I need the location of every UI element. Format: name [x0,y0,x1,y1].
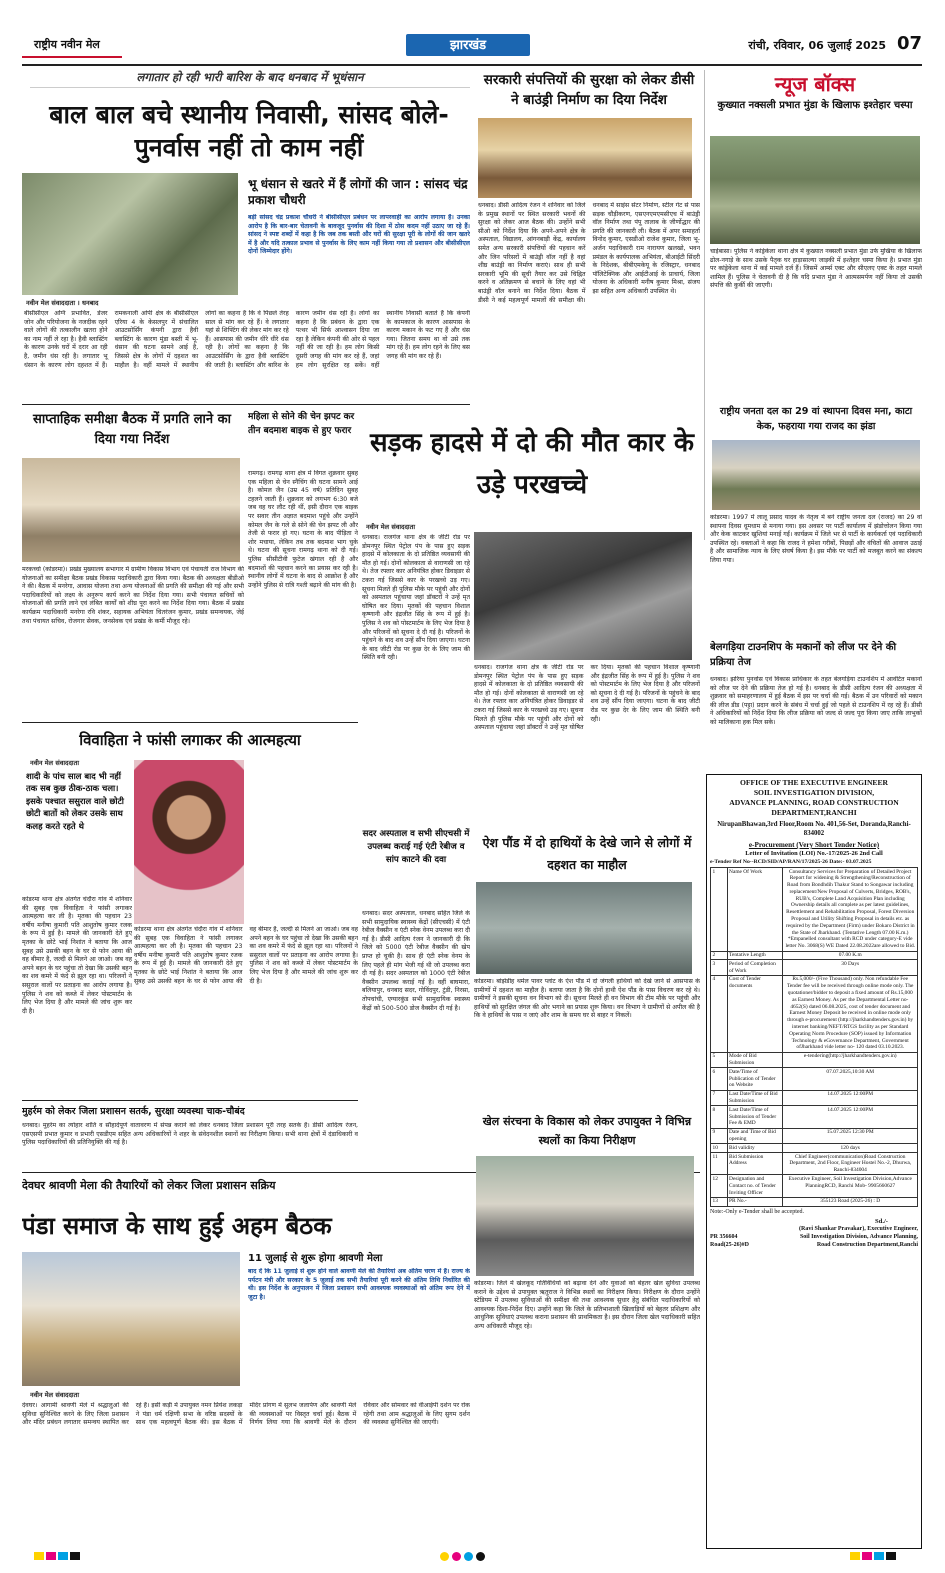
swatch-cyan [874,1552,884,1560]
tender-row-no: 5 [711,1052,728,1068]
tender-row [711,1068,918,1090]
story8-headline: ऐश पौंड में दो हाथियों के देखे जाने से लोगों में दहशत का माहौल [482,835,692,872]
tender-row-no: 4 [711,975,728,1052]
story10-headline: पंडा समाज के साथ हुई अहम बैठक [22,1212,332,1240]
tender-row-no: 9 [711,1128,728,1144]
tender-row-no: 7 [711,1090,728,1106]
tender-row-label: Mode of Bid Submission [727,1052,783,1068]
story10-body: देवघर। आगामी श्रावणी मेले में श्रद्धालुओं की सुविधा सुनिश्चित करने के लिए जिला प्रशासन और मंदिर प्रबंधन लगातार समन्वय स्थापित कर रहे हैं। इसी कड़ी में उपायुक्त नमन प्रियेश लकड़ा ने पंडा धर्म रक्षिणी सभा के वरिष्ठ सदस्यों के साथ एक महत्वपूर्ण बैठक की। इस बैठक में मंदिर प्रांगण में सुलभ जलार्पण और श्रावणी मेले की व्यवस्थाओं पर विस्तृत चर्चा हुई। बैठक में निर्णय लिया गया कि श्रावणी मेले के दौरान रविवार और सोमवार को वीआईपी दर्शन पर रोक रहेगी तथा आम श्रद्धालुओं के लिए सुगम दर्शन की व्यवस्था सुनिश्चित की जाएगी। [22,1402,470,1427]
story10-subhead: 11 जुलाई से शुरू होगा श्रावणी मेला [248,1253,383,1264]
section-tab [406,34,530,56]
color-marks-right [850,1552,910,1562]
story4-headline: महिला से सोने की चेन झपट कर तीन बदमाश बाइक से हुए फरार [248,412,355,436]
swatch-black [476,1552,485,1561]
story10-photo [22,1252,240,1386]
story1-byline: नवीन मेल संवाददाता । धनबाद [26,299,99,307]
tender-sd: Sd./- [874,1217,888,1225]
story1-photo [22,173,238,295]
tender-row-value: 355123 Road (2025-26) : D [783,1197,918,1206]
swatch-yellow [440,1552,449,1561]
tender-row [711,960,918,976]
tender-org: OFFICE OF THE EXECUTIVE ENGINEER SOIL INVESTIGATION DIVISION, ADVANCE PLANNING, ROAD CONSTRUCTION DEPARTMENT,RANCHI [729,778,899,817]
tender-row-no: 6 [711,1068,728,1090]
tender-row-label: Period of Completion of Work [727,960,783,976]
tender-row-value: 14.07.2025 12:00PM [783,1090,918,1106]
tender-row-label: PR No.- [727,1197,783,1206]
story3-photo [22,458,240,562]
tender-row-no: 12 [711,1175,728,1197]
news-box-body: चाईबासा। पुलिस ने कांड्रेकेला थाना क्षेत्र में कुख्यात नक्सली प्रभात मुंडा उर्फ मुखिया के खिलाफ ढोल-नगाड़े के साथ उसके पैतृक घर हाड़ासाल्या जाड़की में इश्तेहार चस्पा किया है। प्रभात मुंडा पर कांड्रेकेला थाना में कई मामले दर्ज हैं। जिसमें आर्म्स एक्ट और सीएलए एक्ट के तहत मामले शामिल हैं। पुलिस ने चेतावनी दी है कि यदि प्रभात मुंडा ने आत्मसमर्पण नहीं किया तो उसकी संपत्ति की कुर्की की जाएगी। [710,248,922,290]
news-box-title: न्यूज बॉक्स [774,72,856,96]
tender-row-value: Executive Engineer, Soil Investigation Division,Advance PlanningRCD, Ranchi Mob- 9905660627 [783,1175,918,1197]
tender-row-value: Rs.5,000/- (Five Thousand) only. Non refundable Fee Tender fee will be received through online mode only. The quotationer/bidder to deposit a fixed amount of Rs.15,000 as Earnest Money. As per the Departmental Letter no-4652(S) dated 06.08.2025, cost of tender document and Earnest Money Deposit be received in online mode only through e-procurement (http://jharkhandtenders.gov.in) by internet banking/NEFT/RTGS facility as per Standard Operating Norm Procedure (SOP) issued by Information Technology & eGovernance Department, Government ofJharkhand vide letter no- 120 dated 03.10.2023. [783,975,918,1052]
tender-row-label: Designation and Contact no. of Tender Inviting Officer [727,1175,783,1197]
story2-photo [478,118,692,198]
tender-row-no: 3 [711,960,728,976]
tender-row-value: e-tendering(http://jharkhandtenders.gov.in) [783,1052,918,1068]
tender-row [711,1106,918,1128]
tender-row [711,1090,918,1106]
story13-headline: खेल संरचना के विकास को लेकर उपायुक्त ने विभिन्न स्थलों का किया निरीक्षण [482,1115,692,1147]
tender-pr: PR 356604 Road(25-26)#D [710,1233,749,1248]
story13-body: कोडरमा। जिले में खेलकूद गतिविधियों को बढ़ावा देने और युवाओं को बेहतर खेल सुविधा उपलब्ध कराने के उद्देश्य से उपायुक्त ऋतुराज ने विभिन्न स्थलों का निरीक्षण किया। निरीक्षण के दौरान उन्होंने स्टेडियम में उपलब्ध सुविधाओं की समीक्षा की तथा आवश्यक सुधार हेतु संबंधित पदाधिकारियों को आवश्यक दिशा-निर्देश दिए। उन्होंने कहा कि जिले के प्रतिभाशाली खिलाड़ियों को बेहतर प्रशिक्षण और आधुनिक सुविधाएं उपलब्ध कराना प्रशासन की प्राथमिकता है। इस दौरान जिला खेल पदाधिकारी सहित अन्य अधिकारी मौजूद रहे। [474,1280,700,1330]
tender-address: NirupanBhawan,3rd Floor,Room No. 401,56-Set, Doranda,Ranchi-834002 [717,821,911,837]
story11-photo [712,440,920,510]
story13-photo [476,1156,694,1276]
color-marks [440,1552,510,1564]
tender-row [711,868,918,952]
tender-row [711,1197,918,1206]
paper-logo [22,32,122,58]
tender-row-value: 07.07.2025,10:30 AM [783,1068,918,1090]
tender-row-label: Date and Time of Bid opening [727,1128,783,1144]
tender-row-value: 30 Days [783,960,918,976]
tender-row [711,1175,918,1197]
tender-row-value: Consultancy Services for Preparation of Detailed Project Report for widening & Strengthening/Reconstruction of Road from Bondhdih Thakur Stand to Songawar including replacement/New Proposal of Culverts, Bridges, ROB's, RUB's, Complete Land Acquisition Plan including Ownership details all complete as per latest guidelines, Resettlement and Rehabilitation Proposal, Forest Diversion Proposal and Utility Shifting Proposal in details etc. as required by the Department (Firm) under Bokaro District in the State of Jharkhand. (Tentative Length 07.00 K.m.) *Empanelled consultant with RCD under category-E vide letter No. 3068(S) WE Dated 22.08.2022are allowed to Bid. [783,868,918,952]
tender-row-value: Chief Engineer(communication)Road Construction Department, 2nd Floor, Engineer Hostel No.-2, Dhurwa, Ranchi-834004 [783,1153,918,1175]
story3-body: मरकच्चो (कोडरमा)। प्रखंड मुख्यालय सभागार में ग्रामीण विकास विभाग एवं पंचायती राज विभाग की योजनाओं का समीक्षा बैठक प्रखंड विकास पदाधिकारी द्वारा किया गया। बैठक की अध्यक्षता बीडीओ ने की। बैठक में मनरेगा, आवास योजना तथा अन्य योजनाओं की प्रगति की समीक्षा की गई और सभी पदाधिकारियों को लक्ष्य के अनुरूप कार्य करने का निर्देश दिया गया। सभी पंचायत सचिवों को योजनाओं की प्रगति लाने एवं लंबित कार्यों को शीघ्र पूरा करने का निर्देश दिया गया। बैठक में प्रखंड कार्यक्रम पदाधिकारी मनरेगा रवि शंकर, सहायक अभियंता चितरंजन कुमार, प्रखंड समन्वयक, जेई तथा पंचायत सचिव, रोजगार सेवक, जनसेवक एवं प्रखंड के कर्मी मौजूद रहे। [22,566,244,625]
tender-row [711,1144,918,1153]
city-date: रांची, रविवार, 06 जुलाई 2025 [748,39,886,52]
story1-subhead: भू धंसान से खतरे में हैं लोगों की जान : सांसद चंद्र प्रकाश चौधरी [248,177,468,207]
story10-intro: बाद दें कि 11 जुलाई से शुरू होने वाले श्रावणी मेले की तैयारियां अब अंतिम चरण में हैं। राज्य के पर्यटन मंत्री और सरकार के 5 जुलाई तक सभी तैयारियां पूरी करने की अंतिम तिथि निर्धारित की थी। इस निर्देश के अनुपालन में जिला प्रशासन सभी आवश्यक व्यवस्थाओं को अंतिम रूप देने में जुटा है। [248,1268,470,1301]
story5-byline: नवीन मेल संवाददाता [366,523,415,531]
story1-intro: बड़ी सांसद चंद्र प्रकाश चौधरी ने बीसीसीएल प्रबंधन पर लापरवाही का आरोप लगाया है। उनका आरोप है कि बार-बार चेतावनी के बावजूद पुनर्वास की दिशा में ठोस कदम नहीं उठाए जा रहे हैं। सांसद ने स्पष्ट शब्दों में कहा है कि जब तक बस्ती और घरों की सुरक्षा पूरी के लोगों की जान खतरे में है और यदि तत्काल प्रभाव से पुनर्वास के लिए काम नहीं किया गया तो प्रशासन और बीसीसीएल दोनों जिम्मेदार होंगे। [248,214,470,256]
story2-headline: सरकारी संपत्तियों की सुरक्षा को लेकर डीसी ने बाउंड्री निर्माण का दिया निर्देश [483,72,695,108]
tender-row-no: 8 [711,1106,728,1128]
tender-row-label: Bid Submission Address [727,1153,783,1175]
page-number: 07 [896,33,922,54]
story9-body: धनबाद। मुहर्रम का त्योहार शांति व सौहार्दपूर्ण वातावरण में संपन्न कराने को लेकर धनबाद जिला प्रशासन पूरी तरह सतर्क है। डीसी आदित्य रंजन, एसएसपी प्रभात कुमार व प्रभारी एसडीएम सहित अन्य अधिकारियों ने शहर के संवेदनशील स्थानों का निरीक्षण किया। सभी थाना क्षेत्रों में दंडाधिकारी व पुलिस पदाधिकारियों की प्रतिनियुक्ति की गई है। [22,1122,358,1147]
story11-headline: राष्ट्रीय जनता दल का 29 वां स्थापना दिवस मना, काटा केक, फहराया गया राजद का झंडा [719,406,913,432]
swatch-cyan [464,1552,473,1561]
tender-ref: e-Tender Ref No--RCD/SID/AP/RAN/17/2025-26 Date:- 03.07.2025 [710,859,872,865]
story6-pullquote: शादी के पांच साल बाद भी नहीं तक सब कुछ ठीक-ठाक चला। इसके पश्चात ससुराल वाले छोटी छोटी बातों को लेकर उसके साथ कलह करते रहते थे [26,771,124,831]
news-box-headline: कुख्यात नक्सली प्रभात मुंडा के खिलाफ इश्तेहार चस्पा [717,100,913,111]
story9-headline: मुहर्रम को लेकर जिला प्रशासन सतर्क, सुरक्षा व्यवस्था चाक-चौबंद [22,1106,245,1117]
tender-row-label: Cost of Tender documents [727,975,783,1052]
tender-row-label: Bid validity [727,1144,783,1153]
swatch-magenta [46,1552,56,1560]
tender-row-value: 120 days [783,1144,918,1153]
story1-kicker: लगातार हो रही भारी बारिश के बाद धनबाद में भूधंसान [30,70,470,88]
story5-headline: सड़क हादसे में दो की मौत कार के उड़े परखच्चे [370,428,694,500]
story8-photo [476,882,692,974]
tender-row-label: Name Of Work [727,868,783,952]
story2-body: धनबाद। डीसी आदित्य रंजन ने शनिवार को जिले के प्रमुख स्थानों पर स्थित सरकारी भवनों की सुरक्षा को लेकर आज बैठक की। उन्होंने सभी सीओ को निर्देश दिया कि अपने-अपने क्षेत्र के अस्पताल, विद्यालय, आंगनबाड़ी केंद्र, कार्यालय समेत अन्य सरकारी संपत्तियों की पहचान करें और जिन परिसरों में बाउंड्री वॉल नहीं है वहां शीघ्र बाउंड्री का निर्माण कराएं। साथ ही सभी सरकारी भूमि की सूची तैयार कर उसे चिह्नित करने व अतिक्रमण से बचाने के लिए वहां भी बाउंड्री वॉल बनाने का निर्देश दिया। बैठक में डीसी ने कई महत्वपूर्ण मामलों की समीक्षा की। धनबाद में साइंस सेंटर निर्माण, स्टील गेट से पास सड़क चौड़ीकरण, एसएनएमएमसीएच में बाउंड्री वॉल निर्माण तथा पंपू तालाब के जीर्णोद्धार की प्रगति की जानकारी ली। बैठक में अपर समाहर्ता विनोद कुमार, एसडीओ राजेश कुमार, जिला भू-अर्जन पदाधिकारी राम नारायण खलखो, भवन प्रमंडल के कार्यपालक अभियंता, बीआईटी सिंदरी के निदेशक, बीबीएमकेयू के रजिस्ट्रार, धनबाद पॉलिटेक्निक और आईटीआई के प्राचार्य, जिला योजना के अधिकारी मनीष कुमार मिश्रा, संजय झा सहित अन्य अधिकारी उपस्थित थे। [478,202,700,304]
tender-note: Note:-Only e-Tender shall be accepted. [710,1208,805,1215]
story5-body-a: धनबाद। राजगंज थाना क्षेत्र के जीटी रोड पर डोमनपुर स्थित पेट्रोल पंप के पास हुए सड़क हादसे में कोलकाता के दो प्रतिष्ठित व्यवसायी की मौत हो गई। दोनों कोलकाता से वाराणसी जा रहे थे। तेज रफ्तार कार अनियंत्रित होकर डिवाइडर से टकरा गई जिससे कार के परखच्चे उड़ गए। सूचना मिलते ही पुलिस मौके पर पहुंची और दोनों को अस्पताल पहुंचाया जहां डॉक्टरों ने उन्हें मृत घोषित कर दिया। मृतकों की पहचान विशाल कृष्णानी और इंद्रजीत सिंह के रूप में हुई है। पुलिस ने शव को पोस्टमार्टम के लिए भेज दिया है और परिजनों को सूचना दे दी गई है। परिजनों के पहुंचने के बाद शव उन्हें सौंप दिया जाएगा। घटना के बाद जीटी रोड पर कुछ देर के लिए जाम की स्थिति बनी रही। [362,534,470,662]
swatch-magenta [452,1552,461,1561]
tender-row-no: 2 [711,951,728,960]
story8-body: कोडरमा। बांझेडीह थर्मल पावर प्लांट के ऐश पौंड में दो जंगली हाथियों को देखे जाने से आसपास के ग्रामीणों में दहशत का माहौल है। बताया जाता है कि दोनों हाथी ऐश पौंड के पास विचरण कर रहे थे। ग्रामीणों ने इसकी सूचना वन विभाग को दी। सूचना मिलते ही वन विभाग की टीम मौके पर पहुंची और हाथियों को सुरक्षित जंगल की ओर भगाने का प्रयास शुरू किया। वन विभाग ने ग्रामीणों से अपील की है कि वे हाथियों के पास न जाएं और शाम के समय घर से बाहर न निकलें। [474,978,700,1020]
story3-headline: साप्ताहिक समीक्षा बैठक में प्रगति लाने का दिया गया निर्देश [33,412,231,447]
story5-body-b: धनबाद। राजगंज थाना क्षेत्र के जीटी रोड पर डोमनपुर स्थित पेट्रोल पंप के पास हुए सड़क हादसे में कोलकाता के दो प्रतिष्ठित व्यवसायी की मौत हो गई। दोनों कोलकाता से वाराणसी जा रहे थे। तेज रफ्तार कार अनियंत्रित होकर डिवाइडर से टकरा गई जिससे कार के परखच्चे उड़ गए। सूचना मिलते ही पुलिस मौके पर पहुंची और दोनों को अस्पताल पहुंचाया जहां डॉक्टरों ने उन्हें मृत घोषित कर दिया। मृतकों की पहचान विशाल कृष्णानी और इंद्रजीत सिंह के रूप में हुई है। पुलिस ने शव को पोस्टमार्टम के लिए भेज दिया है और परिजनों को सूचना दे दी गई है। परिजनों के पहुंचने के बाद शव उन्हें सौंप दिया जाएगा। घटना के बाद जीटी रोड पर कुछ देर के लिए जाम की स्थिति बनी रही। [474,664,700,732]
section-name: झारखंड [449,38,487,53]
story11-body: कोडरमा। 1997 में लालू प्रसाद यादव के नेतृत्व में बने राष्ट्रीय जनता दल (राजद) का 29 वां स्थापना दिवस धूमधाम से मनाया गया। इस अवसर पर पार्टी कार्यालय में झंडोत्तोलन किया गया और केक काटकर खुशियां मनाई गईं। कार्यक्रम में जिले भर से पार्टी के कार्यकर्ता एवं पदाधिकारी उपस्थित रहे। वक्ताओं ने कहा कि राजद ने हमेशा गरीबों, पिछड़ों और वंचितों की आवाज उठाई है और सामाजिक न्याय के लिए संघर्ष किया है। इस मौके पर पार्टी को मजबूत करने का संकल्प लिया गया। [710,514,922,564]
story10-kicker: देवघर श्रावणी मेला की तैयारियों को लेकर जिला प्रशासन सक्रिय [22,1179,276,1192]
tender-row-no: 11 [711,1153,728,1175]
tender-row [711,1052,918,1068]
tender-row-value: 14.07.2025 12:00PM [783,1106,918,1128]
swatch-black [70,1552,80,1560]
swatch-yellow [34,1552,44,1560]
story6-body-b: कोडरमा थाना क्षेत्र अंतर्गत चंदौरा गांव में शनिवार की सुबह एक विवाहिता ने फांसी लगाकर आत्महत्या कर ली है। मृतका की पहचान 23 वर्षीय मनीषा कुमारी पति आशुतोष कुमार रजक के रूप में हुई है। मामले की जानकारी देते हुए मृतका के छोटे भाई निशांत ने बताया कि आज सुबह उसे उसकी बहन के घर से फोन आया की वह बीमार है, जल्दी से मिलने आ जाओ। जब वह अपने बहन के घर पहुंचा तो देखा कि उसकी बहन का शव कमरे में फंदे से झूल रहा था। परिजनों ने ससुराल वालों पर प्रताड़ना का आरोप लगाया है। पुलिस ने शव को कब्जे में लेकर पोस्टमार्टम के लिए भेज दिया है और मामले की जांच शुरू कर दी है। [134,926,358,985]
tender-table [710,867,918,1207]
tender-row-value: 15.07.2025 12:30 PM [783,1128,918,1144]
story4-body: रामगढ़। रामगढ़ थाना क्षेत्र में विगत शुक्रवार सुबह एक महिला से चेन स्नैचिंग की घटना सामने आई है। कोमल जैन (उम्र 45 वर्ष) प्रतिदिन सुबह टहलने जाती हैं। शुक्रवार को लगभग 6:30 बजे जब वह घर लौट रही थीं, इसी दौरान एक बाइक पर सवार तीन अज्ञात बदमाश पहुंचे और उन्होंने कोमल जैन के गले से सोने की चेन झपट ली और तेजी से फरार हो गए। घटना के बाद पीड़िता ने शोर मचाया, लेकिन तब तक बदमाश भाग चुके थे। घटना की सूचना रामगढ़ थाना को दी गई। पुलिस सीसीटीवी फुटेज खंगाल रही है और बदमाशों की पहचान करने का प्रयास कर रही है। स्थानीय लोगों में घटना के बाद से आक्रोश है और उन्होंने पुलिस से रात्रि गश्ती बढ़ाने की मांग की है। [248,470,358,589]
tender-row-label: Tentative Length [727,951,783,960]
story12-headline: बेलगड़िया टाउनशिप के मकानों को लीज पर देने की प्रक्रिया तेज [710,642,897,668]
story10-byline: नवीन मेल संवाददाता [30,1391,79,1399]
tender-row-no: 13 [711,1197,728,1206]
swatch-yellow [850,1552,860,1560]
story12-body: धनबाद। झरिया पुनर्वास एवं विकास प्राधिकार के तहत बेलगड़िया टाउनशिप में आवंटित मकानों को लीज पर देने की प्रक्रिया तेज हो गई है। धनबाद के डीसी आदित्य रंजन की अध्यक्षता में शुक्रवार को समाहरणालय में हुई बैठक में इस पर चर्चा की गई। बैठक में उन परिवारों को मकान की लीज डीड (पट्टा) प्रदान करने के संबंध में चर्चा हुई जो पहले से टाउनशिप में रह रहे हैं। डीसी ने अधिकारियों को निर्देश दिया कि लीज प्रक्रिया को जल्द से जल्द पूरा किया जाए ताकि लाभुकों को मालिकाना हक मिल सके। [710,676,922,726]
tender-row [711,975,918,1052]
tender-row [711,1128,918,1144]
tender-row-no: 10 [711,1144,728,1153]
story6-headline: विवाहिता ने फांसी लगाकर की आत्महत्या [79,731,301,749]
tender-row-label: Last Date/Time of Bid Submission [727,1090,783,1106]
tender-row [711,1153,918,1175]
masthead [22,30,922,62]
story7-headline: सदर अस्पताल व सभी सीएचसी में उपलब्ध कराई गई एंटी रेबीज व सांप काटने की दवा [362,829,470,865]
paper-name: राष्ट्रीय नवीन मेल [34,38,100,51]
tender-subtitle: Letter of Invitation (LOI) No.-17/2025-26 2nd Call [745,850,883,857]
story6-body-a: कोडरमा थाना क्षेत्र अंतर्गत चंदौरा गांव में शनिवार की सुबह एक विवाहिता ने फांसी लगाकर आत्महत्या कर ली है। मृतका की पहचान 23 वर्षीय मनीषा कुमारी पति आशुतोष कुमार रजक के रूप में हुई है। मामले की जानकारी देते हुए मृतका के छोटे भाई निशांत ने बताया कि आज सुबह उसे उसकी बहन के घर से फोन आया की वह बीमार है, जल्दी से मिलने आ जाओ। जब वह अपने बहन के घर पहुंचा तो देखा कि उसकी बहन का शव कमरे में फंदे से झूल रहा था। परिजनों ने ससुराल वालों पर प्रताड़ना का आरोप लगाया है। पुलिस ने शव को कब्जे में लेकर पोस्टमार्टम के लिए भेज दिया है और मामले की जांच शुरू कर दी है। [22,896,132,1015]
swatch-magenta [862,1552,872,1560]
story5-photo [474,532,692,660]
tender-row-no: 1 [711,868,728,952]
story1-headline: बाल बाल बचे स्थानीय निवासी, सांसद बोले- पुनर्वास नहीं तो काम नहीं [49,100,449,162]
tender-row-value: 07.00 K.m [783,951,918,960]
tender-title: e-Procurement (Very Short Tender Notice) [748,841,880,849]
tender-row [711,951,918,960]
story7-body: धनबाद। सदर अस्पताल, धनबाद सहित जिले के सभी सामुदायिक स्वास्थ्य केंद्रों (सीएचसी) में एंटी रेबीज वैक्सीन व एंटी स्नेक वेनम उपलब्ध करा दी गई है। डीसी आदित्य रंजन ने जानकारी दी कि जिले को 5000 एंटी रेबीज वैक्सीन की खेप प्राप्त हो चुकी है। साथ ही एंटी स्नेक वेनम के लिए पहले ही मांग भेजी गई थी जो उपलब्ध करा दी गई है। सदर अस्पताल को 1000 एंटी रेबीज वैक्सीन उपलब्ध कराई गई है। वहीं बाघमारा, बलियापुर, धनबाद सदर, गोविंदपुर, टुंडी, निरसा, तोपचांची, एग्यारकुंड सभी सामुदायिक स्वास्थ्य केंद्रों को 500-500 डोज वैक्सीन दी गई है। [362,910,470,1012]
news-box-photo [710,136,920,244]
tender-row-label: Date/Time of Publication of Tender on Website [727,1068,783,1090]
story6-photo [134,760,244,924]
tender-notice [706,774,922,1549]
color-marks-left [34,1552,94,1562]
story6-byline: नवीन मेल संवाददाता [30,759,79,767]
swatch-cyan [58,1552,68,1560]
story1-body: बीसीसीएल अग्नि प्रभावित, डेंजर जोन और परियोजना के नजदीक रहने वाले लोगों की तत्कालीन खतरा होने का नाम नहीं ले रहा है। हैवी ब्लास्टिंग के कारण उनके घरों में दरार आ रही है, जमीन धंस रही है। लगातार भू धंसान के कारण लोग दहशत में हैं। रामकनाली ओपी क्षेत्र के बीसीसीएल एरिया 4 के केसलपुर में संचालित आउटसोर्सिंग कंपनी द्वारा हैवी ब्लास्टिंग के कारण मुंडा बस्ती में भू-धंसान की घटना सामने आई है, जिससे क्षेत्र के लोगों में दहशत का माहौल है। वहीं मामले में स्थानीय लोगों का कहना है कि वे पिछले तेरह साल से मांग कर रहे हैं। वे लगातार यहां से शिफ्टिंग की लेकर मांग कर रहे हैं। आसपास की जमीन धीरे धीरे धंस रही है। लोगों का कहना है कि आउटसोर्सिंग के द्वारा हैवी ब्लास्टिंग की जाती है। ब्लास्टिंग और बारिश के कारण जमीन धंस रही है। लोगों का कहना है कि प्रबंधन के द्वारा एक पत्थर भी सिर्फ आश्वासन दिया जा रहा है लेकिन कंपनी की ओर से पहल नहीं की जा रही है। हम लोग किसी दूसरी जगह की मांग कर रहे हैं, जहां हम लोग सुरक्षित रह सकें। वहीं स्थानीय निवासी बताते हैं कि कंपनी के कामकाज के कारण आसपास के कारण मकान के फट गए हैं और धंस गया। जितना समय था वो उसे तक मांग रहे हैं। हम लोग रहने के लिए बस जगह की मांग कर रहे हैं। [24,310,470,369]
swatch-black [886,1552,896,1560]
tender-row-label: Last Date/Time of Submission of Tender Fee & EMD [727,1106,783,1128]
tender-signatory: (Ravi Shankar Pravakar), Executive Engineer, Soil Investigation Division, Advance Planning, Road Construction Department,Ranchi [798,1225,918,1248]
